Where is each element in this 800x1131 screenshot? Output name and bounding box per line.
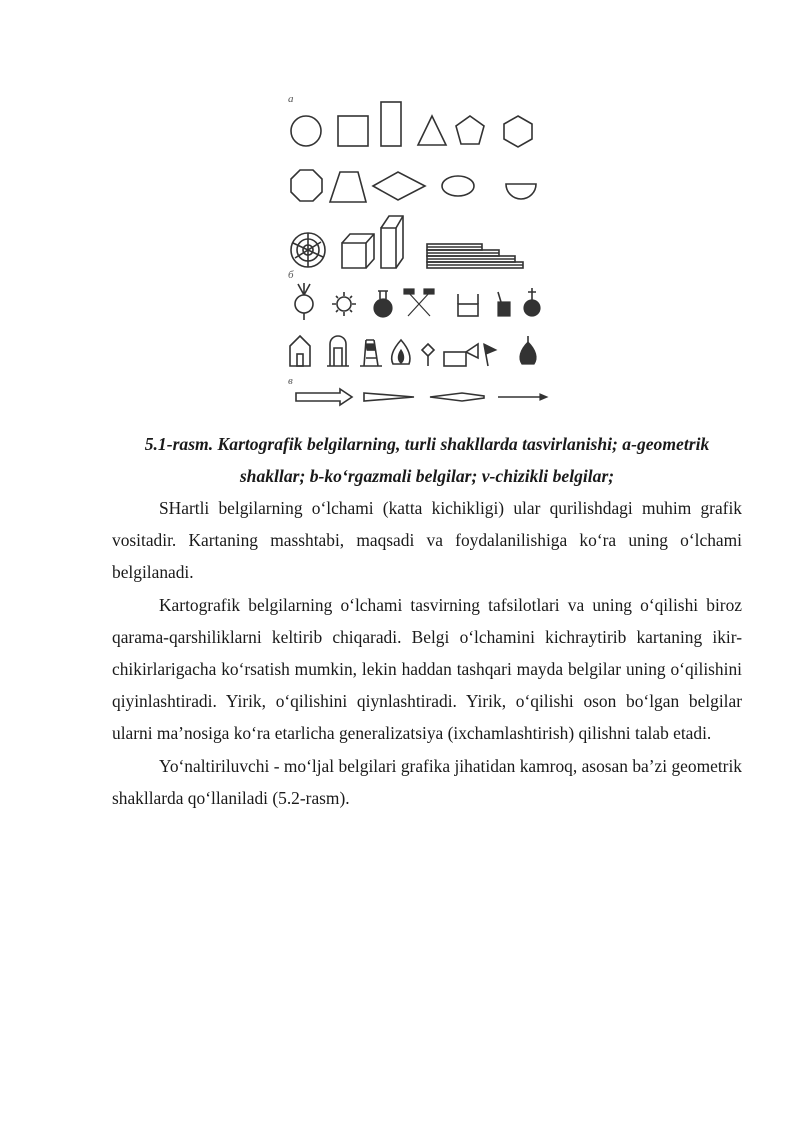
figure-cartographic-symbols <box>282 88 552 410</box>
body-text <box>112 492 742 814</box>
ellipse-symbol <box>442 176 474 196</box>
pictorial-symbols-row-1 <box>295 283 540 320</box>
semicircle-symbol <box>506 184 536 199</box>
house-icon <box>290 336 310 366</box>
group-label-v: в <box>288 375 293 387</box>
paragraph: SHartli belgilarning o‘lchami (katta kichikligi) ular qurilishdagi muhim grafik vositadir. Kartaning masshtabi, maqsadi va foydalanilishiga ko‘ra uning o‘lchami belgilanadi. <box>112 498 742 583</box>
group-label-b: б <box>288 269 294 281</box>
beet-icon <box>295 295 313 313</box>
prism-symbol <box>381 228 396 268</box>
symbols-illustration <box>282 88 552 410</box>
flask-icon <box>374 299 392 317</box>
square-symbol <box>338 116 368 146</box>
drop-pin-icon <box>524 300 540 316</box>
arrow-outline-symbol <box>296 389 352 405</box>
rectangle-symbol <box>381 102 401 146</box>
wedge-line-symbol <box>364 393 414 401</box>
gear-icon <box>337 297 351 311</box>
circle-symbol <box>291 116 321 146</box>
tapered-line-symbol <box>430 393 484 401</box>
volumetric-shapes-row <box>291 216 523 268</box>
hexagon-symbol <box>504 116 532 147</box>
crossed-hammers-icon <box>408 292 430 316</box>
drop-icon <box>520 342 536 364</box>
triangle-symbol <box>418 116 446 145</box>
building-icon <box>444 352 466 366</box>
figure-caption: 5.1-rasm. Kartografik belgilarning, turli shakllarda tasvirlanishi; a-geometrik shakllar; b-ko‘rgazmali belgilar; v-chizikli belgilar; <box>144 434 710 486</box>
pictorial-symbols-row-2 <box>290 336 536 366</box>
chimney-icon <box>498 302 510 316</box>
cube-symbol <box>342 243 366 268</box>
group-label-a: a <box>288 93 294 105</box>
paragraph: Kartografik belgilarning o‘lchami tasvirning tafsilotlari va uning o‘qilishi biroz qarama-qarshiliklarni keltirib chiqaradi. Belgi o‘lchamini kichraytirib kartaning ikir-chikirlarigacha ko‘rsatish mumkin, lekin haddan tashqari mayda belgilar uning o‘qilishini qiyinlashtiradi. Yirik, o‘qilishini qiynlashtiradi. Yirik, o‘qilishi oson bo‘lgan belgilar ularni ma’nosiga ko‘ra etarlicha generalizatsiya (ixchamlashtirish) qilishni talab etadi. <box>112 594 742 744</box>
geometric-shapes-row-2 <box>291 170 536 202</box>
stacked-bars-symbol <box>427 244 523 268</box>
geometric-shapes-row-1 <box>291 102 532 147</box>
paragraph: Yo‘naltiriluvchi - mo‘ljal belgilari grafika jihatidan kamroq, asosan ba’zi geometrik shakllarda qo‘llaniladi (5.2-rasm). <box>112 755 742 808</box>
arch-icon <box>327 336 349 366</box>
factory-icon <box>458 304 478 316</box>
linear-symbols-row <box>296 389 547 405</box>
pentagon-symbol <box>456 116 484 144</box>
signpost-icon <box>422 344 434 356</box>
rhombus-symbol <box>373 172 425 200</box>
trapezoid-symbol <box>330 172 366 202</box>
octagon-symbol <box>291 170 322 201</box>
